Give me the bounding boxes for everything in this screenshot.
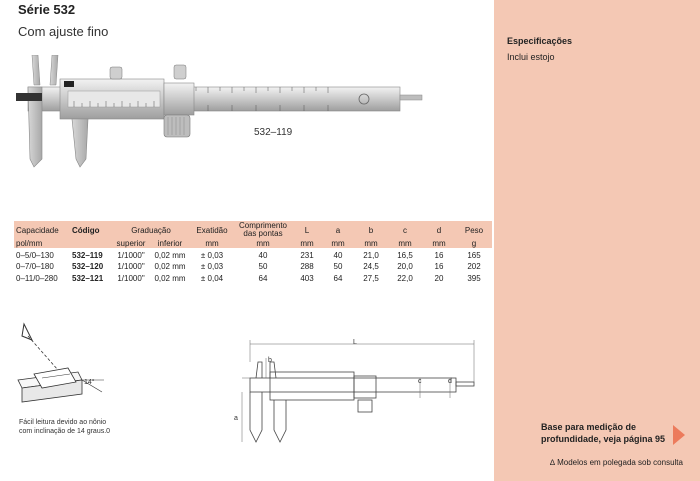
- unit-cell: [70, 238, 112, 250]
- cell: 1/1000": [117, 273, 145, 283]
- cell: 64: [258, 273, 268, 283]
- header-cell: Comprimento das pontas: [238, 221, 287, 238]
- vernier-note: Fácil leitura devido ao nônio com inclinação de 14 graus.0: [19, 419, 111, 435]
- table-row: [14, 261, 492, 273]
- cell: 20,0: [397, 262, 413, 272]
- cell: 1/1000": [117, 262, 145, 272]
- cell: 0–5/0–130: [16, 250, 54, 260]
- cell: 395: [467, 273, 481, 283]
- cell: 1/1000": [117, 250, 145, 260]
- header-cell: L: [304, 225, 310, 235]
- header-cell: Capacidade: [16, 225, 59, 235]
- cell: 16: [434, 250, 444, 260]
- unit-cell: mm: [331, 239, 345, 249]
- specifications-heading: Especificações: [507, 36, 573, 46]
- header-cell: c: [403, 225, 407, 235]
- inch-models-note: ∆ Modelos em polegada sob consulta: [550, 458, 683, 467]
- cell: 165: [467, 250, 481, 260]
- unit-cell: superior: [116, 239, 146, 249]
- cell: ± 0,03: [200, 262, 224, 272]
- cell: 27,5: [363, 273, 379, 283]
- sidebar-panel: [494, 0, 700, 481]
- dim-a: a: [234, 415, 238, 422]
- dim-c: c: [418, 378, 422, 385]
- table-unit-row: [14, 238, 492, 250]
- depth-base-link[interactable]: Base para medição de profundidade, veja página 95: [541, 422, 666, 444]
- cell: 231: [300, 250, 314, 260]
- cell: 64: [333, 273, 343, 283]
- dimension-drawing: [240, 338, 490, 458]
- unit-cell: g: [471, 239, 477, 249]
- cell: 0,02 mm: [154, 273, 186, 283]
- unit-cell: mm: [300, 239, 314, 249]
- specifications-text: Inclui estojo: [507, 52, 555, 62]
- cell: 532–121: [72, 273, 104, 283]
- cell: 532–119: [72, 250, 103, 260]
- header-cell: b: [368, 225, 374, 235]
- dim-d: d: [448, 378, 452, 385]
- unit-cell: pol/mm: [16, 239, 43, 249]
- cell: 0,02 mm: [154, 250, 186, 260]
- dim-L: L: [353, 339, 357, 346]
- header-cell: Exatidão: [196, 225, 228, 235]
- cell: 0–7/0–180: [16, 262, 54, 272]
- cell: 20: [434, 273, 444, 283]
- unit-cell: mm: [205, 239, 219, 249]
- unit-cell: mm: [432, 239, 446, 249]
- dim-b: b: [268, 357, 272, 364]
- cell: 40: [333, 250, 343, 260]
- cell: 532–120: [72, 262, 104, 272]
- cell: ± 0,04: [200, 273, 224, 283]
- cell: 22,0: [397, 273, 413, 283]
- vernier-angle-diagram: [14, 322, 114, 414]
- table-row: [14, 273, 492, 285]
- cell: 0–11/0–280: [16, 273, 58, 283]
- model-label: 532–119: [254, 127, 293, 138]
- cell: 16,5: [397, 250, 413, 260]
- cell: 40: [258, 250, 268, 260]
- header-cell: d: [436, 225, 442, 235]
- cell: 50: [333, 262, 343, 272]
- unit-cell: mm: [398, 239, 412, 249]
- cell: 288: [300, 262, 314, 272]
- table-header-row: [14, 222, 492, 238]
- cell: 202: [467, 262, 481, 272]
- cell: 21,0: [363, 250, 379, 260]
- unit-cell: inferior: [157, 239, 183, 249]
- page-subtitle: Com ajuste fino: [18, 24, 109, 39]
- unit-cell: mm: [364, 239, 378, 249]
- caliper-image: [14, 55, 426, 180]
- header-cell: Graduação: [131, 225, 171, 235]
- page-title: Série 532: [18, 2, 76, 17]
- cell: 50: [258, 262, 268, 272]
- header-cell: Peso: [464, 225, 484, 235]
- cell: 0,02 mm: [154, 262, 186, 272]
- cell: ± 0,03: [200, 250, 224, 260]
- table-row: [14, 250, 492, 262]
- cell: 16: [434, 262, 444, 272]
- arrow-right-icon[interactable]: [673, 425, 685, 445]
- angle-label: 14°: [84, 379, 95, 386]
- unit-cell: mm: [256, 239, 270, 249]
- cell: 403: [300, 273, 314, 283]
- header-cell: a: [335, 225, 341, 235]
- cell: 24,5: [363, 262, 379, 272]
- header-cell: Código: [72, 225, 100, 235]
- spec-table: [14, 222, 492, 284]
